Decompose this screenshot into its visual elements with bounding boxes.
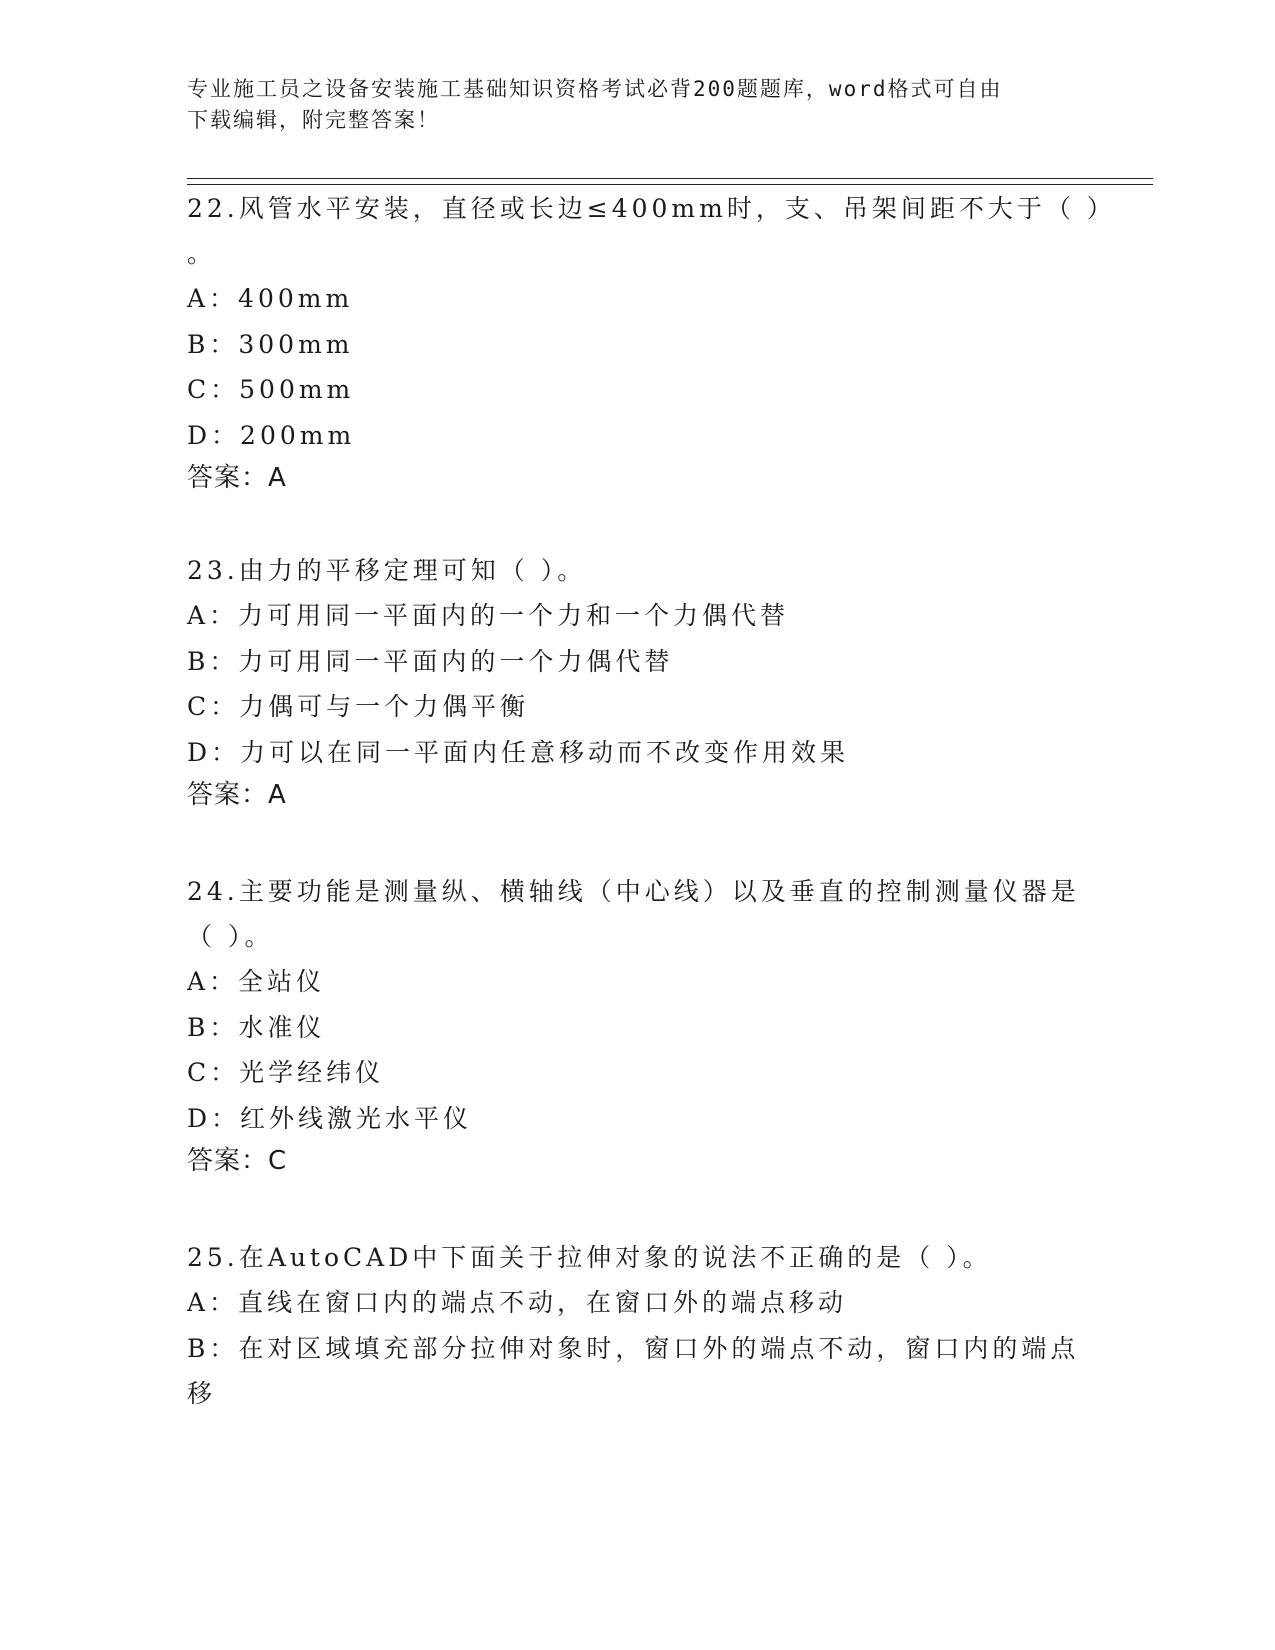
option-b: B：水准仪: [187, 1012, 326, 1042]
answer-text: 答案：A: [187, 780, 287, 810]
header-title-line-1: 专业施工员之设备安装施工基础知识资格考试必背200题题库，word格式可自由: [187, 77, 1003, 101]
header-divider-bottom: [187, 184, 1153, 185]
document-header: [187, 74, 1087, 136]
option-b: B：300mm: [187, 329, 354, 359]
question-stem-line: 24.主要功能是测量纵、横轴线（中心线）以及垂直的控制测量仪器是: [187, 877, 1080, 906]
header-title-line-2: 下载编辑，附完整答案！: [187, 108, 440, 132]
header-divider-top: [187, 178, 1153, 179]
question-list: [187, 186, 1116, 1417]
option-c: C：力偶可与一个力偶平衡: [187, 692, 530, 721]
question-25: [187, 1235, 1087, 1417]
answer-text: 答案：C: [187, 1146, 288, 1176]
option-line: 移: [187, 1379, 217, 1408]
question-stem-line: （ ）。: [187, 922, 274, 951]
question-22: [187, 186, 1116, 498]
question-stem: [187, 548, 1087, 593]
option-a: A：400mm: [187, 284, 354, 313]
option-d: D：力可以在同一平面内任意移动而不改变作用效果: [187, 737, 850, 767]
option-b: [187, 1326, 1087, 1417]
question-23: [187, 548, 1087, 815]
option-a: A：全站仪: [187, 967, 326, 996]
question-stem: [187, 1235, 1087, 1280]
question-stem-line: 22.风管水平安装，直径或长边≤400mm时，支、吊架间距不大于（ ）: [187, 194, 1116, 223]
option-a: A：直线在窗口内的端点不动，在窗口外的端点移动: [187, 1288, 848, 1317]
option-c: C：500mm: [187, 375, 355, 404]
option-d: D：200mm: [187, 420, 356, 450]
question-stem-line: 。: [187, 239, 217, 268]
question-24: [187, 869, 1087, 1181]
question-stem-line: 25.在AutoCAD中下面关于拉伸对象的说法不正确的是（ ）。: [187, 1243, 992, 1272]
question-stem-line: 23.由力的平移定理可知（ ）。: [187, 556, 587, 585]
option-b: B：力可用同一平面内的一个力偶代替: [187, 646, 674, 676]
question-stem: [187, 869, 1087, 959]
option-a: A：力可用同一平面内的一个力和一个力偶代替: [187, 601, 790, 630]
option-line: B：在对区域填充部分拉伸对象时，窗口外的端点不动，窗口内的端点: [187, 1333, 1080, 1363]
option-c: C：光学经纬仪: [187, 1058, 385, 1087]
answer-text: 答案：A: [187, 463, 287, 493]
question-stem: [187, 186, 1116, 276]
option-d: D：红外线激光水平仪: [187, 1103, 473, 1133]
